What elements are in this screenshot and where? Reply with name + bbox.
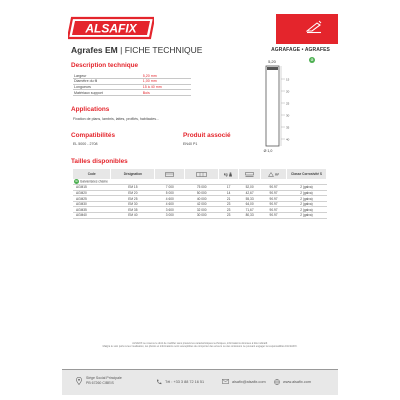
cell-weight: 23 [219, 207, 239, 213]
category-banner [276, 14, 338, 44]
cell-area: 90.97 [261, 196, 287, 202]
page-title [71, 45, 202, 55]
spec-value: 5,20 mm [135, 73, 191, 79]
tick-label: 25 [286, 101, 290, 106]
spec-value: 1,00 mm [135, 79, 191, 85]
sheet-type: | FICHE TECHNIQUE [120, 45, 203, 55]
cell-pallet: 80,33 [239, 213, 261, 219]
col-header-pallet [239, 169, 261, 179]
sizes-header-row [73, 169, 327, 179]
weight-unit: kg [223, 171, 228, 176]
page-footer [62, 369, 338, 395]
footnote-line: ALSAFIX se réserve le droit de modifier sans préavis les caractéristiques techniques, informations données à titre indicatif. [132, 342, 268, 345]
location-pin-icon [76, 377, 82, 385]
cell-box: 4 600 [155, 201, 185, 207]
cell-carton: 32 000 [185, 207, 219, 213]
website-text: www.alsafix.com [283, 380, 312, 384]
staple-outline [266, 66, 279, 146]
cell-pallet: 42,67 [239, 190, 261, 196]
weight-icon [228, 172, 233, 177]
cell-weight: 14 [219, 190, 239, 196]
cell-weight: 21 [219, 196, 239, 202]
cell-designation: EM 30 [111, 201, 155, 207]
staple-drawing [248, 58, 304, 154]
globe-icon [274, 379, 280, 385]
applications-title: Applications [71, 106, 110, 113]
cell-designation: EM 35 [111, 207, 155, 213]
width-label: 5,20 [268, 59, 276, 64]
carton-icon [196, 172, 207, 177]
col-header-corrosion: Classe Corrosivité S [287, 169, 327, 179]
group-label: Galvanisées chaîne [79, 179, 108, 184]
cell-carton: 42 000 [185, 201, 219, 207]
spec-label: Longueurs [73, 84, 135, 90]
cell-carton: 30 000 [185, 213, 219, 219]
category-label: AGRAFAGE • AGRAFES [271, 47, 330, 53]
cell-corrosion: 2 (galva) [287, 201, 327, 207]
email-icon [222, 379, 229, 384]
area-unit: m² [275, 171, 279, 176]
phone-icon [156, 379, 162, 385]
footer-phone[interactable] [156, 379, 204, 385]
cell-box: 5 000 [155, 190, 185, 196]
address-line: PB 67260 CIBEIS [86, 381, 114, 385]
col-header-carton [185, 169, 219, 179]
pallet-icon [245, 172, 254, 177]
col-header-box [155, 169, 185, 179]
spec-value: Bois [135, 90, 191, 96]
cell-corrosion: 2 (galva) [287, 207, 327, 213]
galvanized-badge: G [310, 58, 314, 62]
cell-designation: EM 40 [111, 213, 155, 219]
footer-website[interactable] [274, 379, 311, 385]
cell-code: AGM15 [73, 185, 111, 191]
cell-corrosion: 2 (galva) [287, 213, 327, 219]
cell-pallet: 71,67 [239, 207, 261, 213]
tick-label: 40 [286, 137, 290, 142]
tick-label: 35 [286, 125, 290, 130]
footer-email[interactable] [222, 379, 266, 384]
cell-corrosion: 2 (galva) [287, 185, 327, 191]
cell-weight: 17 [219, 185, 239, 191]
legal-footnote [62, 342, 338, 349]
cell-code: AGM20 [73, 190, 111, 196]
cell-box: 7 000 [155, 185, 185, 191]
cell-area: 90.97 [261, 207, 287, 213]
cell-carton: 75 000 [185, 185, 219, 191]
tick-label: 30 [286, 113, 290, 118]
cell-box: 3 600 [155, 207, 185, 213]
spec-value: 15 à 40 mm [135, 84, 191, 90]
footnote-line: Malgré le soin porté à leur réalisation, les photos et informations sont susceptibles de comporter des erreurs ou des omissions ne pouvant engager la responsabilité d'ALSAFIX. [102, 345, 298, 349]
address-line: Siège Social Principale [86, 376, 122, 380]
product-title: Produit associé [183, 132, 231, 139]
col-header-designation: Désignation [111, 169, 155, 179]
footer-address [86, 376, 122, 386]
cell-designation: EM 15 [111, 185, 155, 191]
compat-title: Compatibilités [71, 132, 116, 139]
sizes-table [73, 169, 327, 219]
col-header-weight [219, 169, 239, 179]
sizes-title: Tailles disponibles [71, 158, 128, 165]
cell-carton: 50 000 [185, 190, 219, 196]
cell-designation: EM 20 [111, 190, 155, 196]
product-name: Agrafes EM [71, 45, 118, 55]
cell-code: AGM40 [73, 213, 111, 219]
cell-area: 90.97 [261, 185, 287, 191]
diameter-label: Ø 1,0 [263, 149, 273, 153]
cell-area: 90.97 [261, 190, 287, 196]
cell-code: AGM35 [73, 207, 111, 213]
cell-code: AGM25 [73, 196, 111, 202]
tick-label: 20 [286, 89, 290, 94]
group-badge: G [75, 179, 78, 184]
applications-text: Fixation de plans, lambris, lattes, profilés, habitacles... [73, 117, 160, 121]
cell-weight: 23 [219, 201, 239, 207]
surface-icon [268, 172, 274, 177]
cell-pallet: 52,00 [239, 185, 261, 191]
stapler-icon [306, 20, 322, 34]
table-row [73, 213, 327, 219]
description-title: Description technique [71, 62, 139, 69]
staple-crown [267, 67, 278, 70]
tick-label: 15 [286, 77, 290, 82]
cell-code: AGM30 [73, 201, 111, 207]
cell-pallet: 55,33 [239, 196, 261, 202]
compat-text: EL 5000 - 2708 [73, 142, 98, 146]
alsafix-logo [68, 16, 154, 40]
spec-table [73, 73, 191, 96]
cell-pallet: 64,00 [239, 201, 261, 207]
product-text: EN40 P1 [183, 142, 198, 146]
cell-area: 90.97 [261, 201, 287, 207]
spec-label: Matériaux support [73, 90, 135, 96]
cell-carton: 40 000 [185, 196, 219, 202]
spec-row [73, 90, 191, 96]
spec-label: Largeur [73, 73, 135, 79]
spec-label: Diamètre du fil [73, 79, 135, 85]
phone-text: Tél : +33 3 88 72 16 51 [165, 380, 205, 384]
cell-designation: EM 25 [111, 196, 155, 202]
box-icon [165, 172, 174, 177]
length-ticks [281, 78, 290, 142]
cell-box: 4 600 [155, 196, 185, 202]
cell-corrosion: 2 (galva) [287, 190, 327, 196]
cell-corrosion: 2 (galva) [287, 196, 327, 202]
cell-weight: 23 [219, 213, 239, 219]
cell-box: 3 000 [155, 213, 185, 219]
email-text: alsafix@alsafix.com [232, 379, 266, 384]
cell-area: 90.97 [261, 213, 287, 219]
col-header-area [261, 169, 287, 179]
logo-text: ALSAFIX [85, 21, 137, 36]
col-header-code: Code [73, 169, 111, 179]
